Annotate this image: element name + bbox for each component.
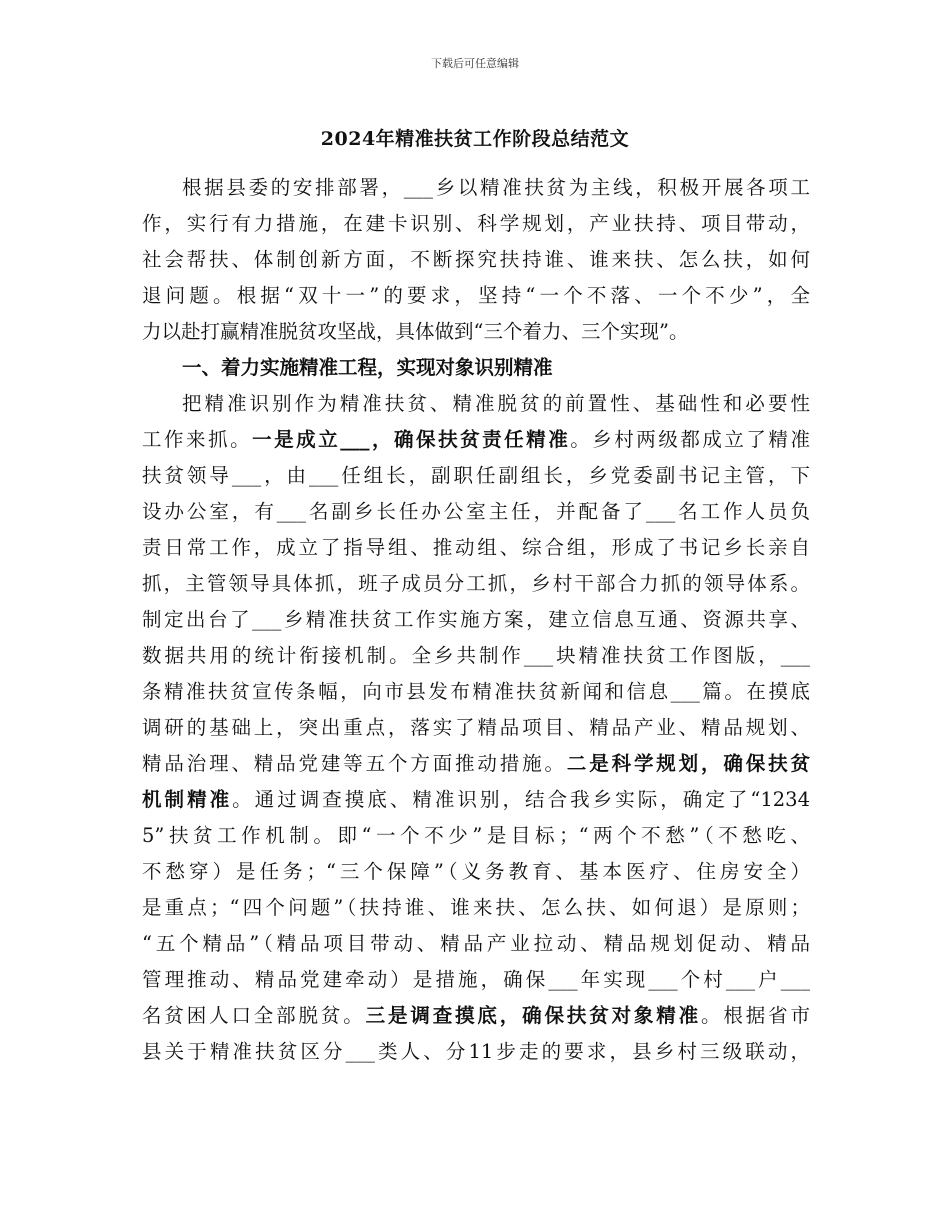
- body-text-run: 名贫困人口全部脱贫。: [142, 1004, 366, 1027]
- bold-text-run: 机制精准: [142, 788, 233, 811]
- body-text-run: 精品治理、精品党建等五个方面推动措施。: [142, 752, 567, 775]
- body-text-line: 管理推动、精品党建牵动）是措施，确保___年实现___个村___户___: [142, 968, 810, 991]
- body-text-line: 5”扶贫工作机制。即“一个不少”是目标；“两个不愁”（不愁吃、: [142, 824, 810, 847]
- document-body: [142, 170, 810, 1070]
- page-title: 2024年精准扶贫工作阶段总结范文: [320, 128, 630, 150]
- body-text-run: 。根据省市: [701, 1004, 810, 1027]
- body-text-line: 根据县委的安排部署，___乡以精准扶贫为主线，积极开展各项工: [182, 176, 810, 199]
- body-text-run: 工作来抓。: [142, 428, 253, 451]
- body-text-line: 作，实行有力措施，在建卡识别、科学规划，产业扶持、项目带动，: [142, 212, 810, 235]
- body-text-line: 社会帮扶、体制创新方面，不断探究扶持谁、谁来扶、怎么扶，如何: [142, 248, 810, 271]
- body-text-line: [142, 782, 810, 818]
- bold-text-run: 三是调查摸底，确保扶贫对象精准: [365, 1004, 702, 1027]
- body-text-line: 抓，主管领导具体抓，班子成员分工抓，乡村干部合力抓的领导体系。: [142, 572, 810, 595]
- body-text-line: 制定出台了___乡精准扶贫工作实施方案，建立信息互通、资源共享、: [142, 608, 810, 631]
- body-text-line: 是重点；“四个问题”（扶持谁、谁来扶、怎么扶、如何退）是原则；: [142, 896, 810, 919]
- body-text-line: [142, 998, 810, 1034]
- body-text-line: [142, 422, 810, 458]
- bold-text-run: 一是成立___，确保扶贫责任精准: [252, 428, 571, 451]
- body-text-line: [142, 746, 810, 782]
- body-text-line: 退问题。根据“双十一”的要求，坚持“一个不落、一个不少”，全: [142, 284, 810, 307]
- body-text-line: 数据共用的统计衔接机制。全乡共制作___块精准扶贫工作图版，___: [142, 644, 810, 667]
- body-text-line: 把精准识别作为精准扶贫、精准脱贫的前置性、基础性和必要性: [182, 392, 810, 415]
- body-text-run: 。通过调查摸底、精准识别，结合我乡实际，确定了“1234: [232, 788, 810, 811]
- bold-text-run: 二是科学规划，确保扶贫: [566, 752, 810, 775]
- body-text-line: 调研的基础上，突出重点，落实了精品项目、精品产业、精品规划、: [142, 716, 810, 739]
- body-text-line: 扶贫领导___，由___任组长，副职任副组长，乡党委副书记主管，下: [142, 464, 810, 487]
- body-text-run: 。乡村两级都成立了精准: [570, 428, 810, 451]
- body-text-line: 力以赴打赢精准脱贫攻坚战，具体做到“三个着力、三个实现”。: [142, 320, 689, 343]
- body-text-line: 条精准扶贫宣传条幅，向市县发布精准扶贫新闻和信息___篇。在摸底: [142, 680, 810, 703]
- section-heading: 一、着力实施精准工程，实现对象识别精准: [182, 356, 553, 379]
- body-text-line: 县关于精准扶贫区分___类人、分11步走的要求，县乡村三级联动，: [142, 1040, 810, 1063]
- header-note: 下载后可任意编辑: [431, 57, 519, 70]
- body-text-line: “五个精品”（精品项目带动、精品产业拉动、精品规划促动、精品: [142, 932, 810, 955]
- body-text-line: 设办公室，有___名副乡长任办公室主任，并配备了___名工作人员负: [142, 500, 810, 523]
- body-text-line: 不愁穿）是任务；“三个保障”（义务教育、基本医疗、住房安全）: [142, 860, 810, 883]
- body-text-line: 责日常工作，成立了指导组、推动组、综合组，形成了书记乡长亲自: [142, 536, 810, 559]
